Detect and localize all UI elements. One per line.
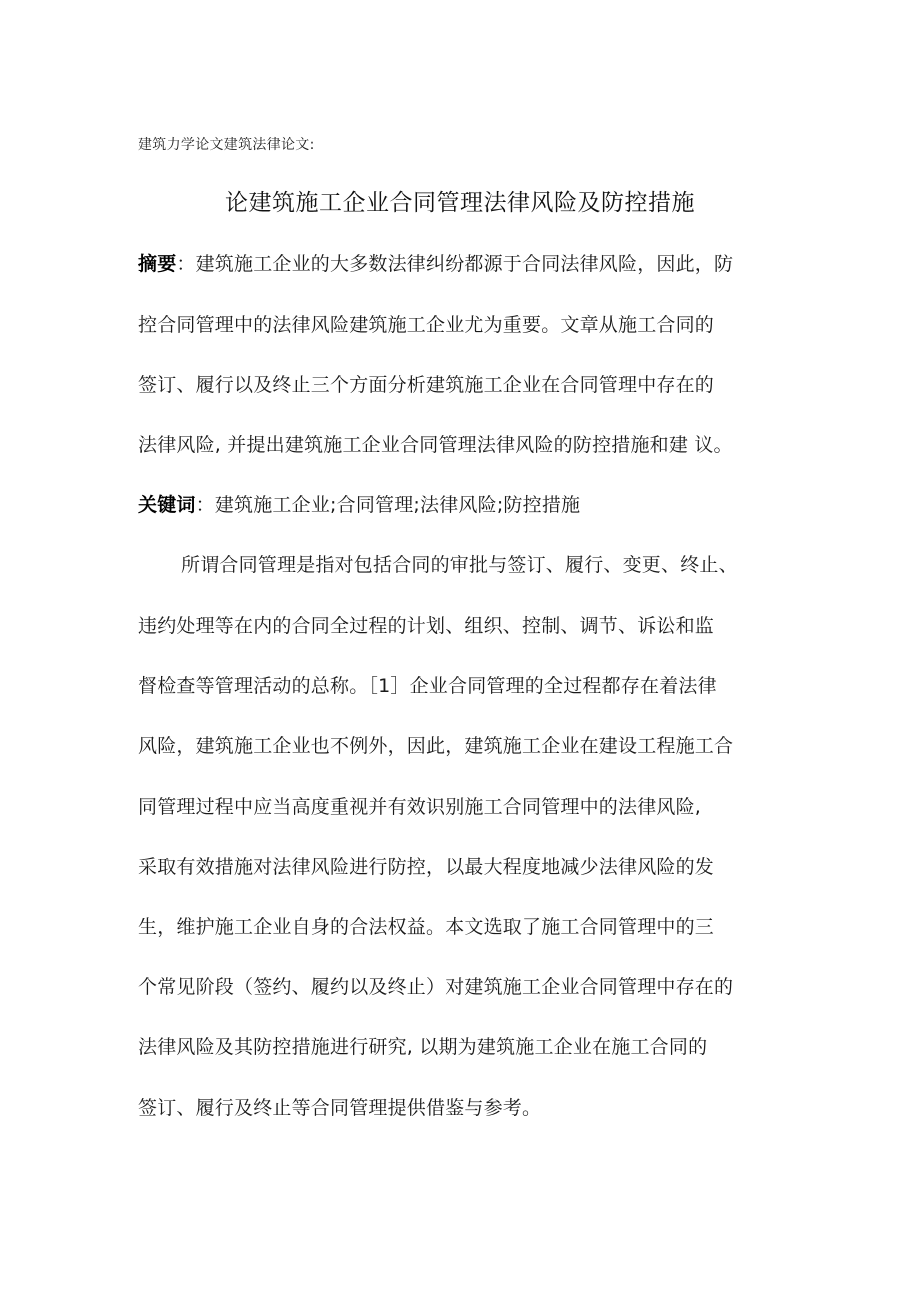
- body-line-10: 签订、履行及终止等合同管理提供借鉴与参考。: [138, 1097, 542, 1119]
- page-title: 论建筑施工企业合同管理法律风险及防控措施: [225, 190, 695, 216]
- body-line-6: 采取有效措施对法律风险进行防控，以最大程度地减少法律风险的发: [138, 856, 715, 878]
- abstract-line-2: 控合同管理中的法律风险建筑施工企业尤为重要。文章从施工合同的: [138, 314, 715, 336]
- body-line-7: 生，维护施工企业自身的合法权益。本文选取了施工合同管理中的三: [138, 916, 715, 938]
- body-line-5: 同管理过程中应当高度重视并有效识别施工合同管理中的法律风险,: [138, 796, 702, 818]
- body-line-4: 风险，建筑施工企业也不例外，因此，建筑施工企业在建设工程施工合: [138, 735, 734, 757]
- keywords-text: 建筑施工企业;合同管理;法律风险;防控措施: [214, 494, 581, 516]
- abstract-text-1: 建筑施工企业的大多数法律纠纷都源于合同法律风险，因此，防: [195, 253, 734, 275]
- body-line-1: 所谓合同管理是指对包括合同的审批与签订、履行、变更、终止、: [181, 554, 738, 576]
- keywords-line: [138, 490, 580, 517]
- keywords-label: 关键词: [138, 494, 196, 516]
- category-label: 建筑力学论文建筑法律论文:: [138, 137, 315, 153]
- body-line-3: 督检查等管理活动的总称。［1］企业合同管理的全过程都存在着法律: [138, 675, 717, 697]
- keywords-separator: ：: [195, 494, 215, 516]
- abstract-separator: ：: [176, 253, 196, 275]
- body-line-2: 违约处理等在内的合同全过程的计划、组织、控制、调节、诉讼和监: [138, 615, 715, 637]
- abstract-line-3: 签订、履行以及终止三个方面分析建筑施工企业在合同管理中存在的: [138, 374, 715, 396]
- body-line-8: 个常见阶段（签约、履约以及终止）对建筑施工企业合同管理中存在的: [138, 976, 734, 998]
- body-line-9: 法律风险及其防控措施进行研究, 以期为建筑施工企业在施工合同的: [138, 1036, 708, 1058]
- abstract-label: 摘要: [138, 253, 177, 275]
- abstract-line-4: 法律风险, 并提出建筑施工企业合同管理法律风险的防控措施和建 议。: [138, 434, 733, 456]
- abstract-line-1: [138, 249, 733, 276]
